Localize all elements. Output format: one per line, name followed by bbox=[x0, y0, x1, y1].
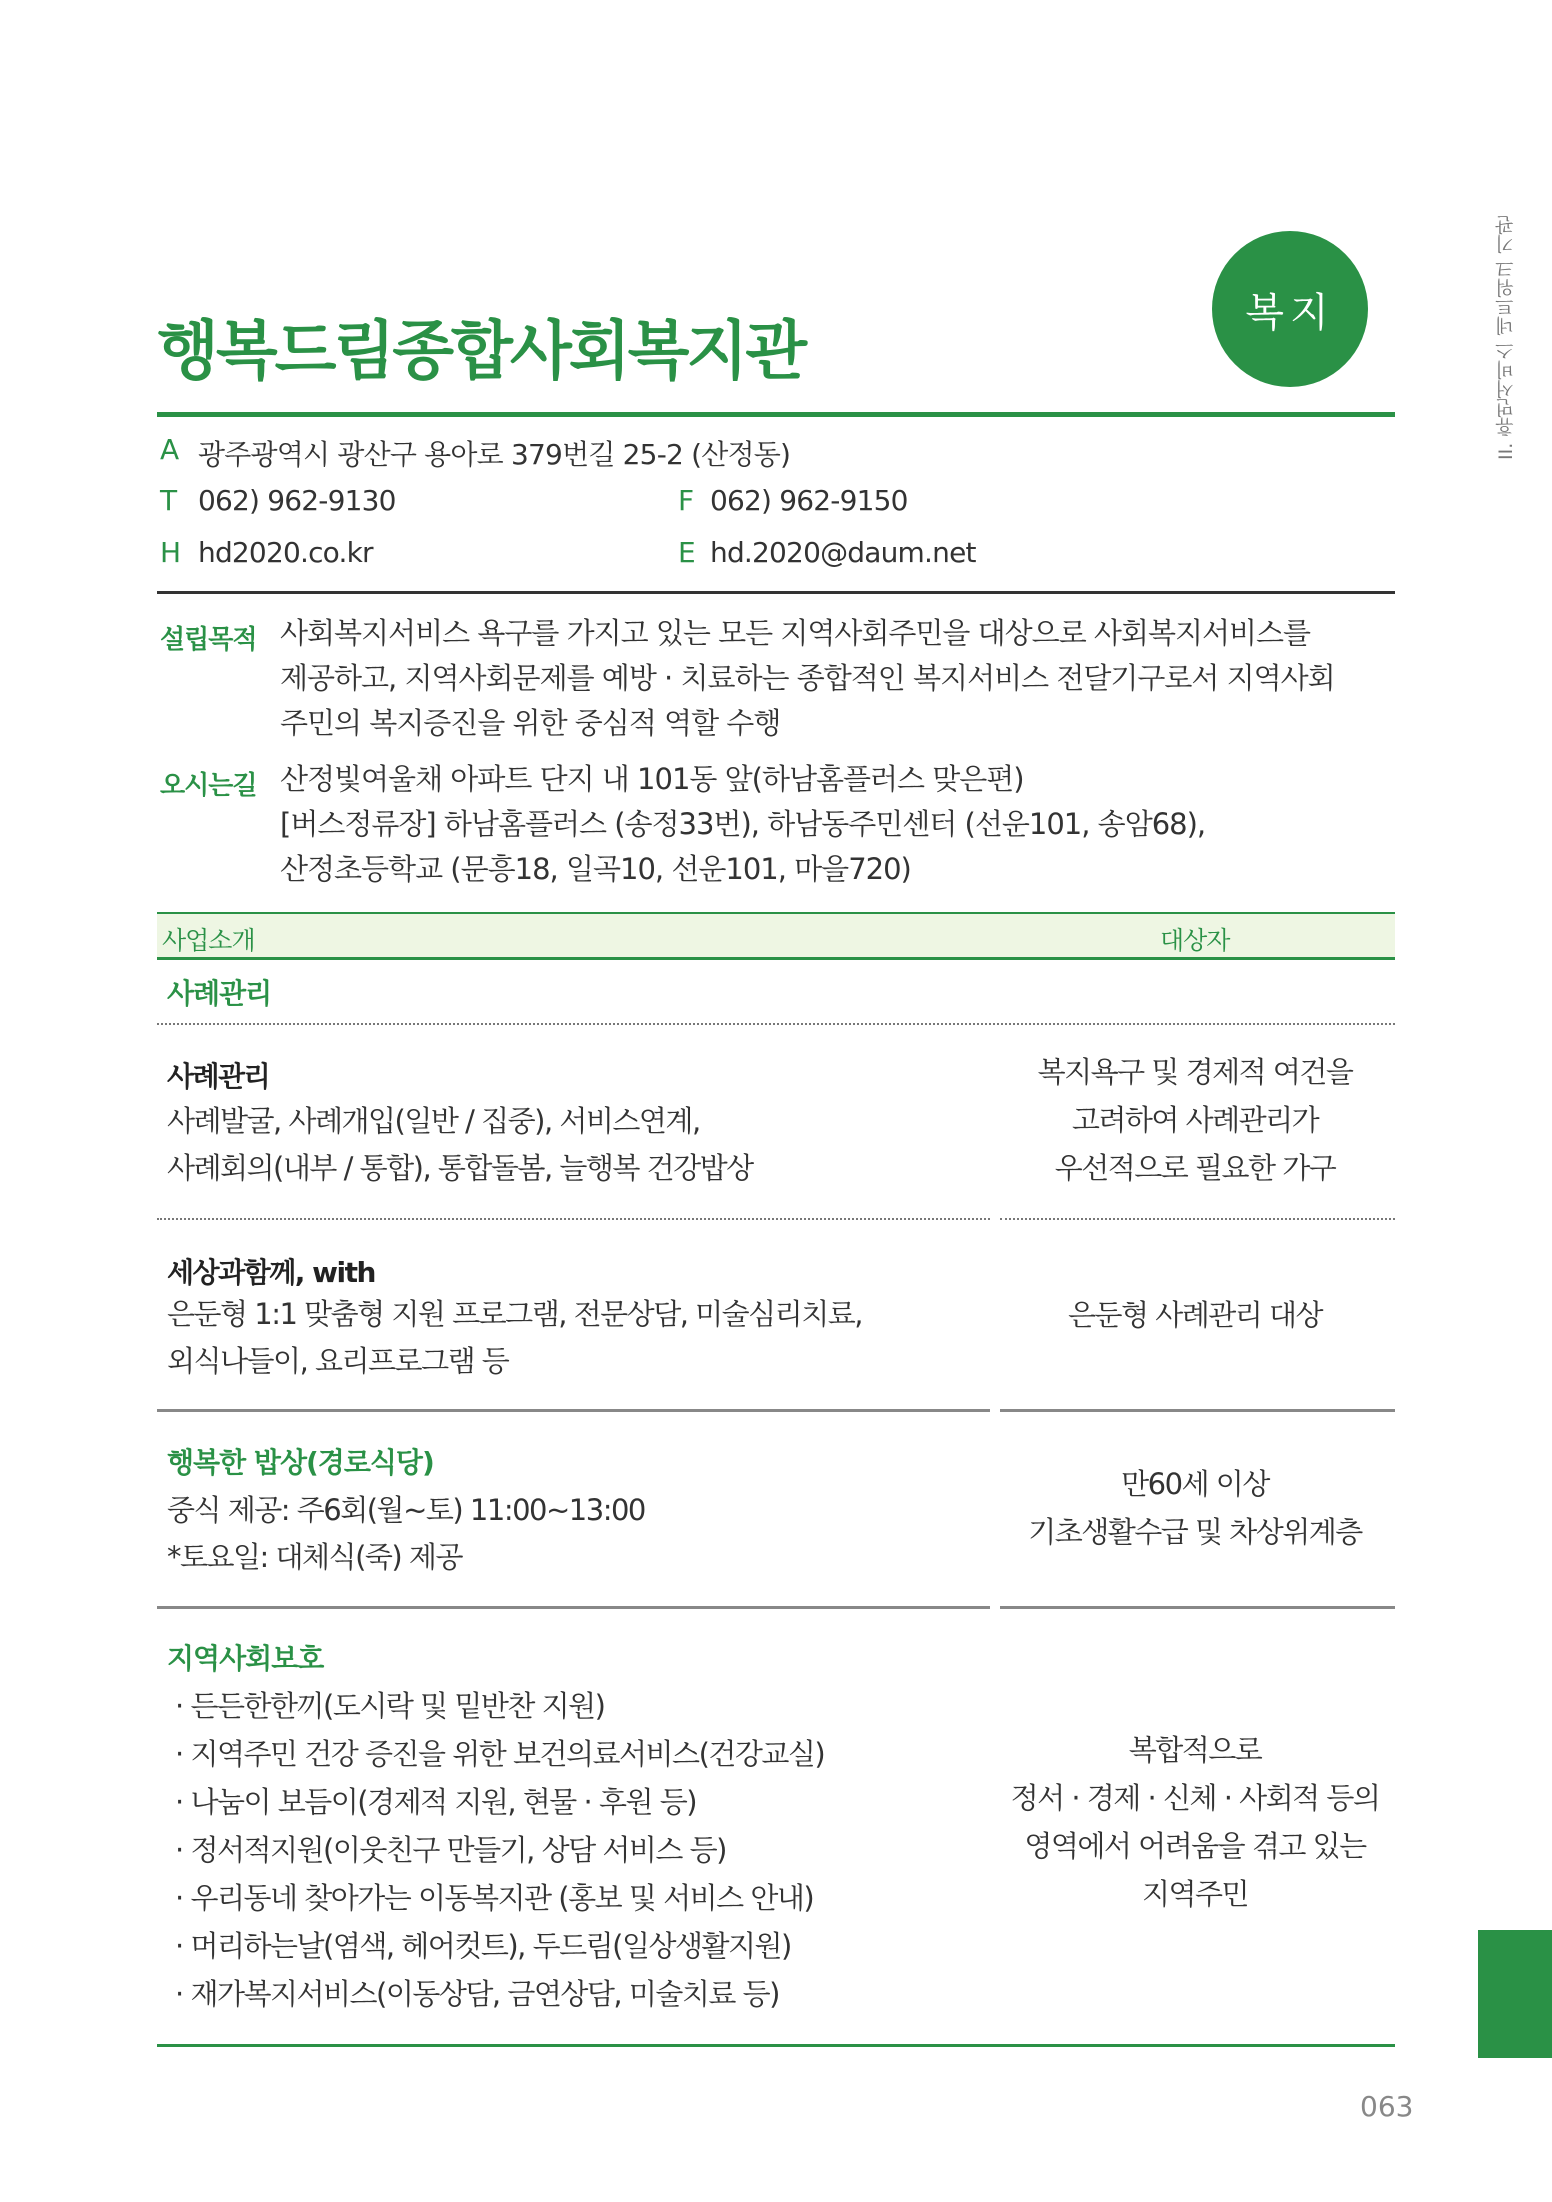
bullet-icon: · bbox=[175, 1881, 183, 1915]
row-title: 지역사회보호 bbox=[167, 1642, 324, 1675]
header-target: 대상자 bbox=[1160, 926, 1230, 955]
section-dotted-divider bbox=[157, 1023, 1395, 1025]
target-line: 복지욕구 및 경제적 여건을 bbox=[1037, 1055, 1353, 1089]
row-title: 사례관리 bbox=[167, 1060, 270, 1093]
purpose-line: 제공하고, 지역사회문제를 예방 · 치료하는 종합적인 복지서비스 전달기구로서 지역사회 bbox=[280, 661, 1335, 695]
row-target bbox=[995, 1460, 1395, 1556]
purpose-text bbox=[280, 611, 1335, 746]
chapter-tab bbox=[1478, 1930, 1552, 2058]
target-line: 영역에서 어려움을 겪고 있는 bbox=[1024, 1829, 1366, 1863]
table-header-rule bbox=[157, 957, 1395, 960]
row-line: 중식 제공: 주6회(월~토) 11:00~13:00 bbox=[167, 1493, 645, 1527]
list-item: · 머리하는날(염색, 헤어컷트), 두드림(일상생활지원) bbox=[175, 1929, 791, 1963]
purpose-label: 설립목적 bbox=[160, 625, 257, 655]
email-link[interactable]: hd.2020@daum.net bbox=[710, 536, 976, 569]
target-line: 기초생활수급 및 차상위계층 bbox=[1028, 1515, 1362, 1549]
target-line: 지역주민 bbox=[1141, 1877, 1249, 1911]
tel-value: 062) 962-9130 bbox=[198, 484, 396, 517]
row-description bbox=[167, 1487, 645, 1581]
chapter-side-label: II. 휴먼서비스 네트워크 기관 bbox=[1495, 215, 1517, 460]
bullet-icon: · bbox=[175, 1833, 183, 1867]
directions-line: 산정빛여울채 아파트 단지 내 101동 앞(하남홈플러스 맞은편) bbox=[280, 762, 1024, 796]
row-dotted-divider bbox=[1000, 1218, 1395, 1220]
target-line: 은둔형 사례관리 대상 bbox=[1067, 1298, 1323, 1332]
page-title: 행복드림종합사회복지관 bbox=[157, 315, 805, 389]
row-divider bbox=[157, 1409, 990, 1412]
section-title-case: 사례관리 bbox=[167, 977, 272, 1010]
row-target bbox=[995, 1726, 1395, 1918]
fax-key: F bbox=[678, 484, 695, 517]
target-line: 만60세 이상 bbox=[1121, 1467, 1269, 1501]
homepage-link[interactable]: hd2020.co.kr bbox=[198, 536, 373, 569]
page-number: 063 bbox=[1360, 2090, 1414, 2123]
list-item: · 정서적지원(이웃친구 만들기, 상담 서비스 등) bbox=[175, 1833, 726, 1867]
directions-label: 오시는길 bbox=[160, 771, 257, 801]
row-divider bbox=[1000, 1409, 1395, 1412]
bullet-icon: · bbox=[175, 1737, 183, 1771]
target-line: 정서 · 경제 · 신체 · 사회적 등의 bbox=[1010, 1781, 1380, 1815]
row-target bbox=[995, 1291, 1395, 1339]
row-description bbox=[167, 1291, 862, 1385]
bullet-icon: · bbox=[175, 1689, 183, 1723]
row-line: 은둔형 1:1 맞춤형 지원 프로그램, 전문상담, 미술심리치료, bbox=[167, 1297, 862, 1331]
bullet-list bbox=[175, 1682, 824, 2018]
address-value: 광주광역시 광산구 용아로 379번길 25-2 (산정동) bbox=[198, 438, 791, 471]
tel-key: T bbox=[160, 484, 178, 517]
email-key: E bbox=[678, 536, 696, 569]
fax-value: 062) 962-9150 bbox=[710, 484, 908, 517]
target-line: 우선적으로 필요한 가구 bbox=[1054, 1151, 1336, 1185]
row-divider bbox=[1000, 1606, 1395, 1609]
list-item: · 나눔이 보듬이(경제적 지원, 현물 · 후원 등) bbox=[175, 1785, 697, 1819]
purpose-line: 주민의 복지증진을 위한 중심적 역할 수행 bbox=[280, 706, 781, 740]
homepage-key: H bbox=[160, 536, 182, 569]
row-title: 세상과함께, with bbox=[167, 1256, 375, 1289]
header-program: 사업소개 bbox=[162, 926, 255, 955]
address-key: A bbox=[160, 433, 180, 466]
title-divider bbox=[157, 412, 1395, 417]
list-item: · 재가복지서비스(이동상담, 금연상담, 미술치료 등) bbox=[175, 1977, 779, 2011]
list-item: · 우리동네 찾아가는 이동복지관 (홍보 및 서비스 안내) bbox=[175, 1881, 814, 1915]
directions-text bbox=[280, 757, 1205, 892]
row-line: 사례회의(내부 / 통합), 통합돌봄, 늘행복 건강밥상 bbox=[167, 1151, 753, 1185]
row-target bbox=[995, 1048, 1395, 1192]
directions-line: [버스정류장] 하남홈플러스 (송정33번), 하남동주민센터 (선운101, 송암68), bbox=[280, 807, 1206, 841]
row-divider bbox=[157, 1606, 990, 1609]
target-line: 고려하여 사례관리가 bbox=[1071, 1103, 1319, 1137]
contact-divider bbox=[157, 591, 1395, 594]
bullet-icon: · bbox=[175, 1785, 183, 1819]
row-line: *토요일: 대체식(죽) 제공 bbox=[167, 1540, 462, 1574]
row-line: 사례발굴, 사례개입(일반 / 집중), 서비스연계, bbox=[167, 1104, 700, 1138]
row-title: 행복한 밥상(경로식당) bbox=[167, 1446, 434, 1479]
row-line: 외식나들이, 요리프로그램 등 bbox=[167, 1344, 509, 1378]
bullet-icon: · bbox=[175, 1929, 183, 1963]
category-badge: 복지 bbox=[1212, 231, 1368, 387]
row-dotted-divider bbox=[157, 1218, 990, 1220]
list-item: · 지역주민 건강 증진을 위한 보건의료서비스(건강교실) bbox=[175, 1737, 825, 1771]
table-bottom-rule bbox=[157, 2044, 1395, 2047]
bullet-icon: · bbox=[175, 1977, 183, 2011]
target-line: 복합적으로 bbox=[1128, 1733, 1262, 1767]
row-description bbox=[167, 1098, 753, 1192]
directions-line: 산정초등학교 (문흥18, 일곡10, 선운101, 마을720) bbox=[280, 852, 911, 886]
list-item: · 든든한한끼(도시락 및 밑반찬 지원) bbox=[175, 1689, 605, 1723]
purpose-line: 사회복지서비스 욕구를 가지고 있는 모든 지역사회주민을 대상으로 사회복지서비스를 bbox=[280, 616, 1311, 650]
